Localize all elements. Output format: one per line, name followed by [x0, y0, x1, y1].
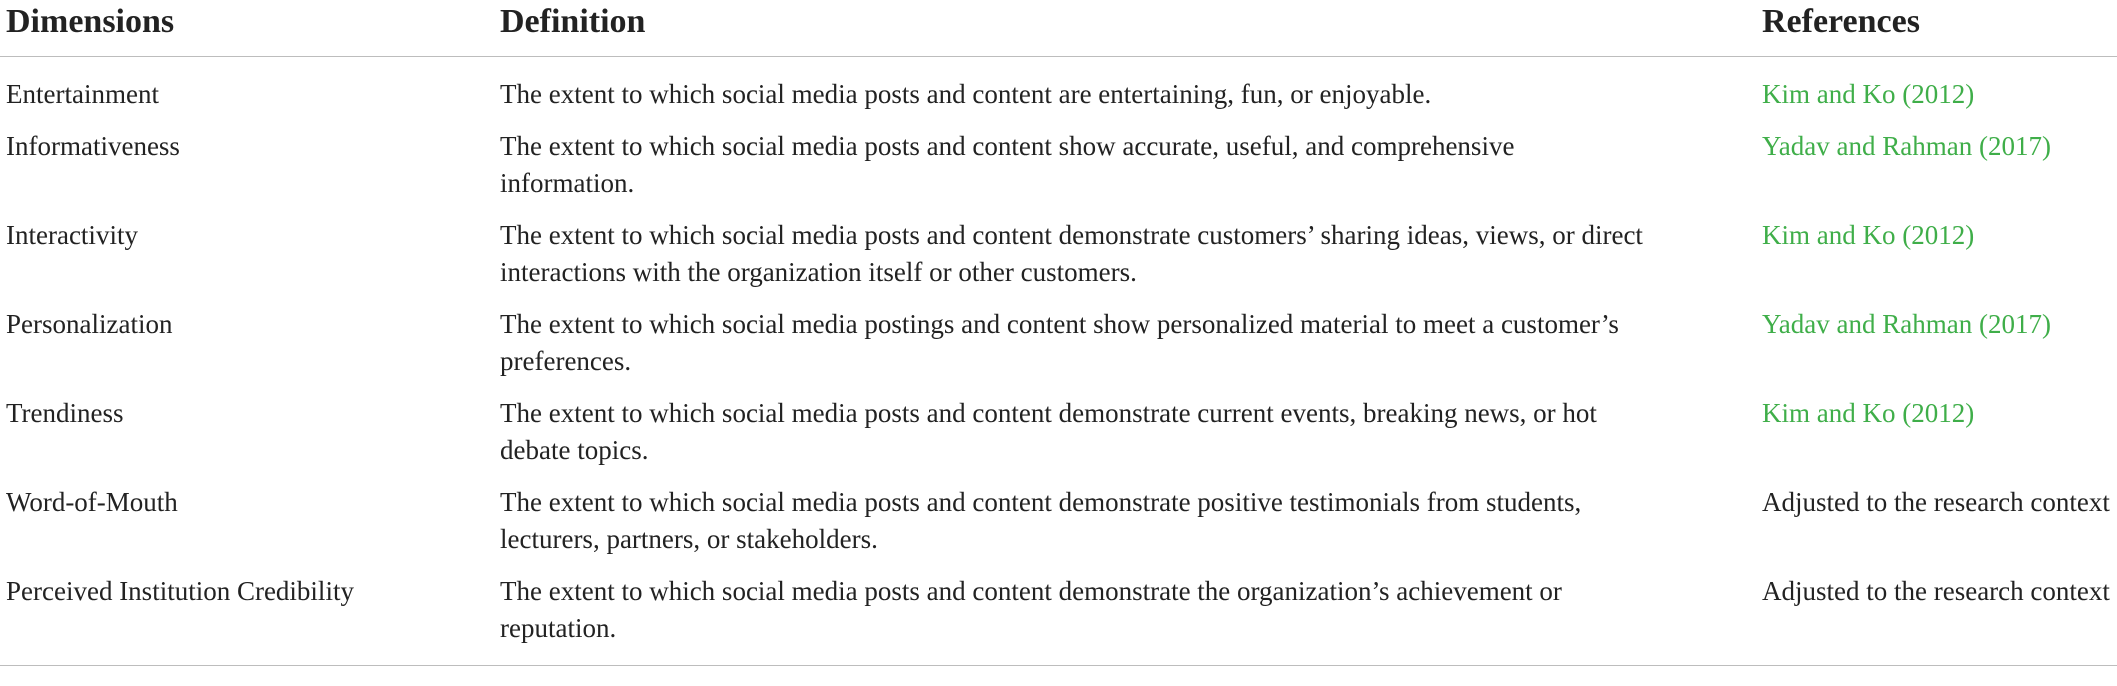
dimension-cell: Trendiness [6, 398, 124, 428]
table-body [0, 57, 2117, 666]
table-row [0, 573, 2117, 666]
table-row [0, 484, 2117, 573]
dimension-cell: Word-of-Mouth [6, 487, 178, 517]
dimension-cell: Entertainment [6, 79, 159, 109]
reference-cell: Kim and Ko (2012) [1762, 79, 1975, 109]
table-header [0, 0, 2117, 57]
reference-year-link[interactable]: 2017 [1987, 131, 2042, 161]
definition-cell: The extent to which social media posts and content demonstrate current events, breaking news, or hot debate topics. [500, 398, 1597, 465]
reference-year-link[interactable]: 2012 [1911, 79, 1966, 109]
table-row [0, 217, 2117, 306]
definition-cell: The extent to which social media posts and content are entertaining, fun, or enjoyable. [500, 79, 1432, 109]
reference-cell: Kim and Ko (2012) [1762, 398, 1975, 428]
dimension-cell: Interactivity [6, 220, 138, 250]
reference-year-link[interactable]: 2012 [1911, 398, 1966, 428]
reference-cell: Adjusted to the research context [1762, 487, 2110, 517]
reference-cell: Yadav and Rahman (2017) [1762, 309, 2051, 339]
header-references: References [1762, 0, 2117, 57]
table-row [0, 395, 2117, 484]
table-row [0, 306, 2117, 395]
dimension-cell: Personalization [6, 309, 173, 339]
definition-cell: The extent to which social media posts and content demonstrate customers’ sharing ideas, views, or direct interactions with the organization itself or other customers. [500, 220, 1643, 287]
table-row [0, 57, 2117, 129]
reference-link[interactable]: Kim and Ko [1762, 220, 1896, 250]
reference-year-link[interactable]: 2012 [1911, 220, 1966, 250]
reference-cell: Adjusted to the research context [1762, 573, 2117, 666]
header-dimensions: Dimensions [0, 0, 500, 57]
table-row [0, 128, 2117, 217]
definition-cell: The extent to which social media postings and content show personalized material to meet a customer’s preferences. [500, 309, 1619, 376]
reference-cell: Yadav and Rahman (2017) [1762, 131, 2051, 161]
reference-link[interactable]: Yadav and Rahman [1762, 309, 1973, 339]
reference-year-link[interactable]: 2017 [1987, 309, 2042, 339]
header-row [0, 0, 2117, 57]
reference-link[interactable]: Kim and Ko [1762, 79, 1896, 109]
reference-link[interactable]: Kim and Ko [1762, 398, 1896, 428]
definition-cell: The extent to which social media posts and content demonstrate positive testimonials from students, lecturers, partners, or stakeholders. [500, 487, 1582, 554]
reference-cell: Kim and Ko (2012) [1762, 220, 1975, 250]
definition-cell: The extent to which social media posts and content show accurate, useful, and comprehensive information. [500, 131, 1515, 198]
dimension-cell: Perceived Institution Credibility [0, 573, 500, 666]
reference-link[interactable]: Yadav and Rahman [1762, 131, 1973, 161]
dimension-cell: Informativeness [6, 131, 180, 161]
header-definition: Definition [500, 0, 1762, 57]
definition-cell: The extent to which social media posts and content demonstrate the organization’s achievement or reputation. [500, 573, 1762, 666]
